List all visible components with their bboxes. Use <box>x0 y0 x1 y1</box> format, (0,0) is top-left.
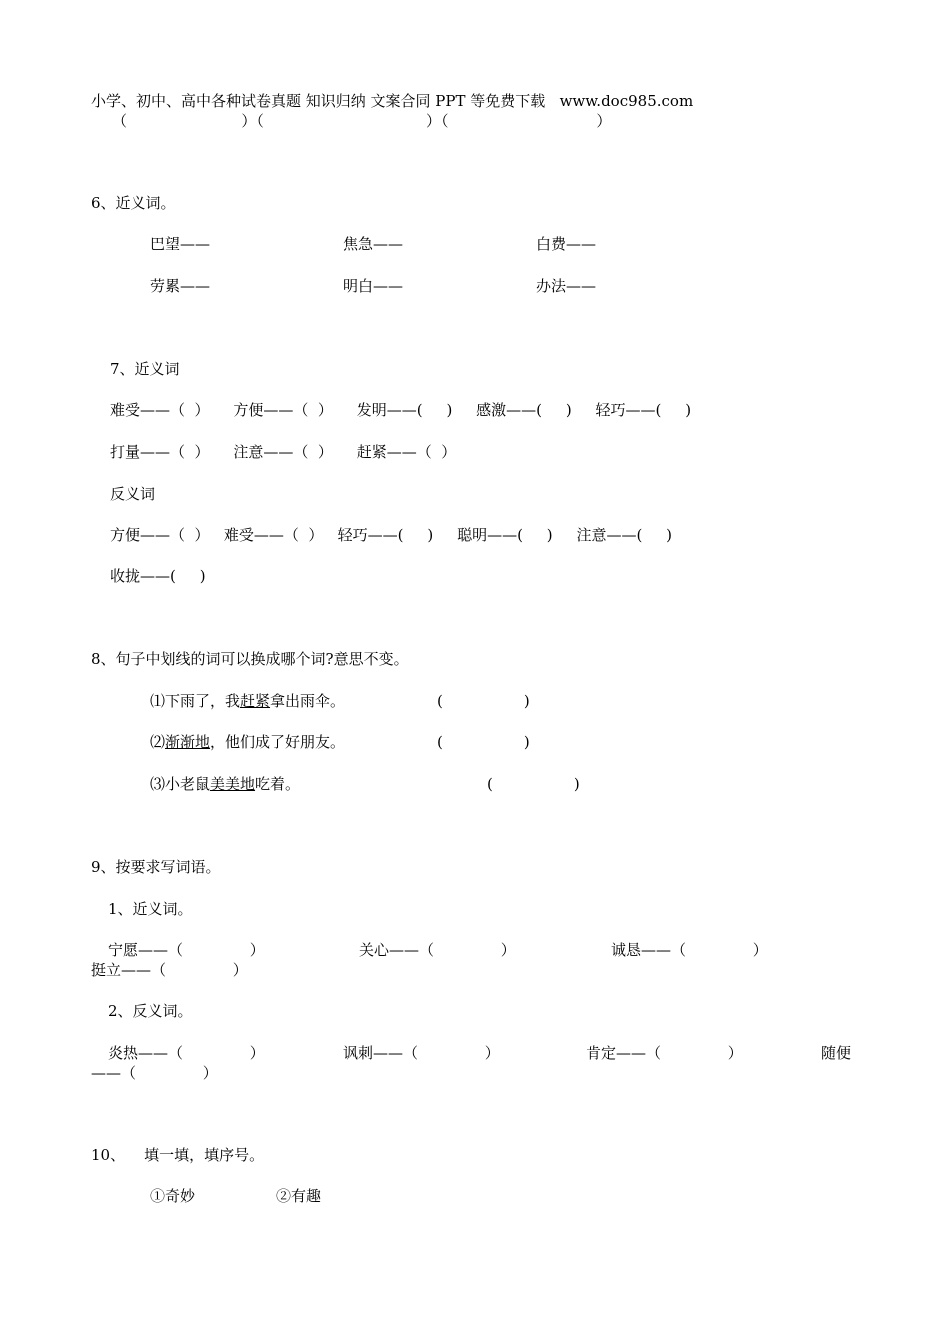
q7-antonym-title: 反义词 <box>110 485 156 503</box>
q7-title: 7、近义词 <box>110 360 180 378</box>
underlined-word: 赶紧 <box>240 692 271 710</box>
q9-sub2-item: 炎热——（ ） <box>108 1044 265 1062</box>
q9-sub2-item: 随便 <box>821 1044 852 1062</box>
underlined-word: 渐渐地 <box>165 733 211 751</box>
q9-sub1-title: 1、近义词。 <box>108 900 193 918</box>
q8-sentence-2: ⑵渐渐地，他们成了好朋友。 <box>150 733 346 751</box>
q6-item: 办法—— <box>536 277 597 295</box>
q10-option: ②有趣 <box>276 1187 322 1205</box>
q8-blank-3: ( ) <box>487 775 580 793</box>
q9-sub1-item: 诚恳——（ ） <box>611 941 768 959</box>
q6-title: 6、近义词。 <box>91 194 176 212</box>
page-header: 小学、初中、高中各种试卷真题 知识归纳 文案合同 PPT 等免费下载 www.doc985.com <box>91 92 694 110</box>
q8-sentence-1: ⑴下雨了，我赶紧拿出雨伞。 <box>150 692 346 710</box>
q6-item: 焦急—— <box>343 235 404 253</box>
q7-antonym-row: 方便——（ ） 难受——（ ） 轻巧——( ) 聪明——( ) 注意——( ) <box>110 526 672 544</box>
q7-antonym-row: 收拢——( ) <box>110 567 206 585</box>
underlined-word: 美美地 <box>210 775 256 793</box>
q9-title: 9、按要求写词语。 <box>91 858 221 876</box>
q9-sub2-item: 肯定——（ ） <box>586 1044 743 1062</box>
q6-item: 巴望—— <box>150 235 211 253</box>
q9-sub1-item: 宁愿——（ ） <box>108 941 265 959</box>
q8-blank-1: ( ) <box>437 692 530 710</box>
q8-blank-2: ( ) <box>437 733 530 751</box>
q9-sub2-item: ——（ ） <box>91 1064 218 1082</box>
q8-sentence-3: ⑶小老鼠美美地吃着。 <box>150 775 301 793</box>
q9-sub2-item: 讽刺——（ ） <box>343 1044 500 1062</box>
q10-option: ①奇妙 <box>150 1187 196 1205</box>
q9-sub2-title: 2、反义词。 <box>108 1002 193 1020</box>
q6-item: 明白—— <box>343 277 404 295</box>
q7-synonym-row: 难受——（ ） 方便——（ ） 发明——( ) 感激——( ) 轻巧——( ) <box>110 401 692 419</box>
q9-sub1-item: 关心——（ ） <box>359 941 516 959</box>
q7-synonym-row: 打量——（ ） 注意——（ ） 赶紧——（ ） <box>110 443 457 461</box>
q8-title: 8、句子中划线的词可以换成哪个词?意思不变。 <box>91 650 409 668</box>
q6-item: 白费—— <box>536 235 597 253</box>
q9-sub1-item: 挺立——（ ） <box>91 961 248 979</box>
blank-row: （ ）（ ）（ ） <box>112 112 612 130</box>
q10-title: 10、 填一填，填序号。 <box>91 1146 265 1164</box>
q6-item: 劳累—— <box>150 277 211 295</box>
